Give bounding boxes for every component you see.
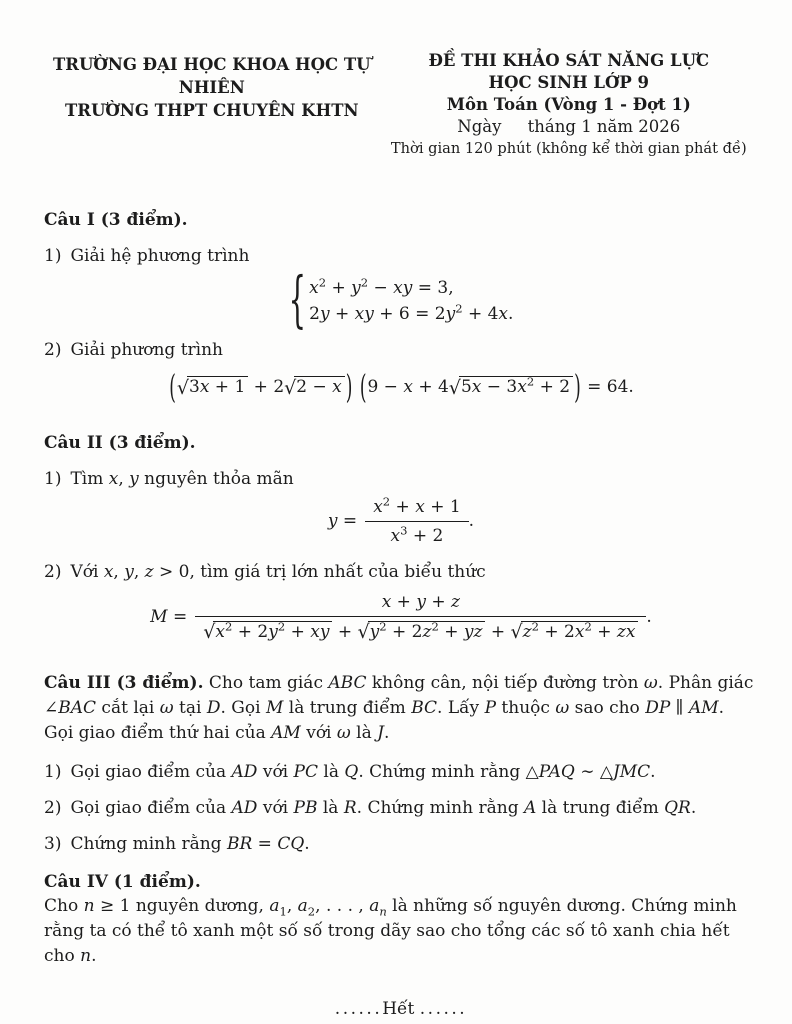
item-text: Chứng minh rằng BR = CQ. (70, 834, 310, 855)
item-number: 1) (44, 468, 62, 489)
exam-title-line1: ĐỀ THI KHẢO SÁT NĂNG LỰC (428, 51, 710, 70)
exam-title-block (380, 50, 758, 160)
item-number: 1) (44, 762, 62, 783)
fraction-equation-y (44, 493, 758, 546)
school-block (44, 50, 380, 160)
item-text: Giải hệ phương trình (70, 246, 250, 266)
exam-subject: Môn Toán (Vòng 1 - Đợt 1) (446, 95, 691, 114)
exam-header (44, 0, 758, 160)
section-3-item-1 (44, 762, 758, 782)
item-number: 2) (44, 340, 62, 360)
section-2-item-2 (44, 562, 758, 582)
end-dots-left: ...... (334, 999, 383, 1020)
system-brace: { (288, 265, 306, 337)
section-1-item-1 (44, 246, 758, 266)
exam-duration: Thời gian 120 phút (không kể thời gian phát đề) (390, 140, 747, 157)
system-equation-2: 2y + xy + $6 = 2y^2 + 4x$. (309, 301, 514, 324)
section-3-heading: Câu III (3 điểm). (44, 673, 204, 694)
section-4-body: Cho n ≥ 1 nguyên dương, $a_1$, $a_2$, . . . , $a_n$ là những số nguyên dương. Chứng minh rằng ta có thể tô xanh một số số trong dãy sao cho tổng các số tô xanh chia hết cho n. (44, 896, 737, 967)
end-label: Hết (382, 999, 415, 1020)
fraction (365, 493, 468, 546)
equation-period: . (468, 511, 475, 532)
exam-title-line2: HỌC SINH LỚP 9 (488, 73, 650, 92)
equation-system (288, 265, 514, 337)
fraction (195, 592, 646, 644)
fraction-numerator: x + y + z (381, 591, 460, 612)
fraction-denominator: $x^3 + 2$ (365, 521, 468, 546)
section-4-heading: Câu IV (1 điểm). (44, 872, 201, 893)
fraction-denominator: $√x^2 + 2y^2$ + xy + $√y^2 + 2z^2$ + yz + $√z^2 + 2x^2$ + zx (195, 616, 646, 644)
equation-lhs: y = (327, 511, 358, 532)
item-text: Với x, y, z > 0, tìm giá trị lớn nhất của biểu thức (70, 561, 486, 582)
section-1-heading: Câu I (3 điểm). (44, 210, 188, 230)
exam-date: Ngày tháng 1 năm 2026 (457, 117, 681, 136)
item-text: Gọi giao điểm của AD với PC là Q. Chứng minh rằng △PAQ ∼ △JMC. (70, 762, 656, 783)
item-number: 2) (44, 798, 62, 819)
section-1-item-2 (44, 340, 758, 360)
section-2-heading: Câu II (3 điểm). (44, 432, 196, 453)
equation-lhs: M = (150, 607, 188, 628)
equation-period: . (646, 607, 652, 628)
item-number: 2) (44, 561, 62, 582)
item-text: Gọi giao điểm của AD với PB là R. Chứng minh rằng A là trung điểm QR. (70, 798, 697, 819)
item-text: Giải phương trình (70, 340, 223, 360)
fraction-numerator: $x^2 + x + 1$ (373, 493, 461, 517)
fraction-equation-M (44, 592, 758, 644)
university-name: TRƯỜNG ĐẠI HỌC KHOA HỌC TỰ NHIÊN (53, 55, 371, 97)
radical-equation: (√3x + 1 + 2√2 − x ) ($9 - x + 4√5x - 3x^2 + 2$ ) = 64. (169, 368, 634, 408)
section-3-paragraph (44, 671, 758, 746)
section-3-intro: Cho tam giác ABC không cân, nội tiếp đường tròn ω. Phân giác ∠BAC cắt lại ω tại D. Gọi M là trung điểm BC. Lấy P thuộc ω sao cho DP ∥ AM. Gọi giao điểm thứ hai của AM với ω là J. (44, 673, 754, 744)
item-text: Tìm x, y nguyên thỏa mãn (70, 468, 294, 489)
end-marker (44, 999, 758, 1019)
school-name: TRƯỜNG THPT CHUYÊN KHTN (65, 101, 359, 120)
section-3-item-2 (44, 798, 758, 818)
section-2-item-1 (44, 469, 758, 489)
item-number: 3) (44, 834, 62, 855)
system-equation-1: $x^2 + y^2$ − xy = 3, (309, 275, 454, 298)
end-dots-right: ...... (419, 999, 468, 1020)
section-3-item-3 (44, 834, 758, 854)
equation-system-block (44, 265, 758, 337)
item-number: 1) (44, 246, 62, 266)
